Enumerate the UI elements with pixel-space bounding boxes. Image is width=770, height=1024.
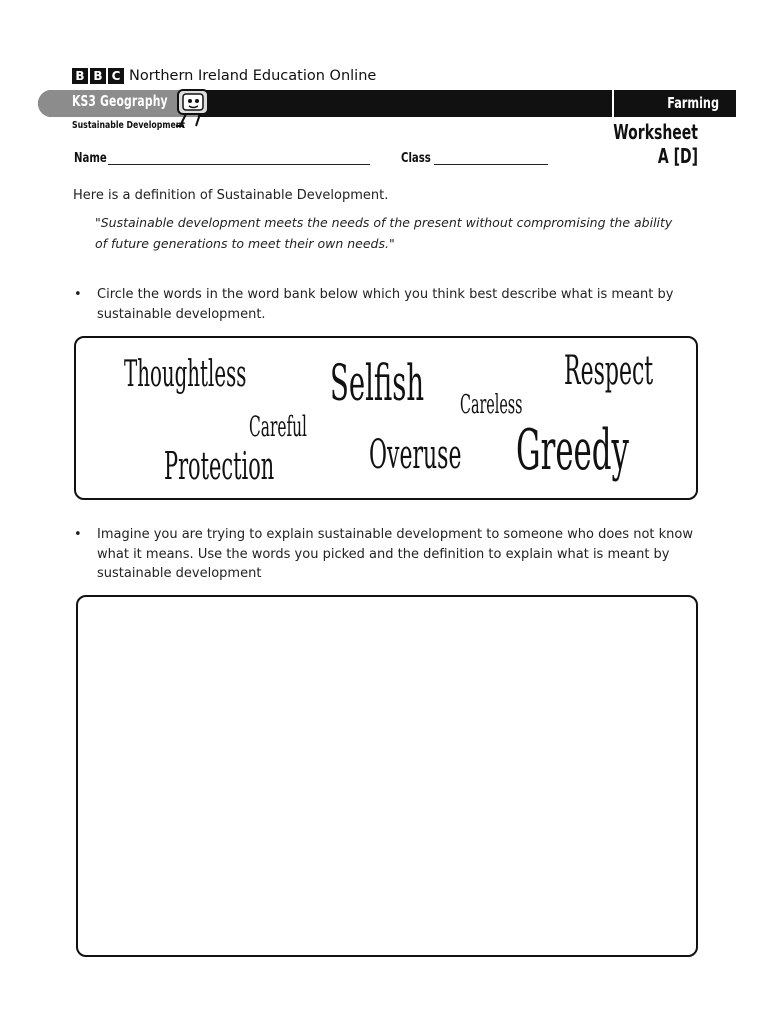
bbc-logo-letter-c: C xyxy=(108,68,124,84)
word-overuse[interactable]: Overuse xyxy=(369,432,462,478)
subtopic-label: Sustainable Development xyxy=(72,120,186,131)
definition-line-2: of future generations to meet their own needs." xyxy=(95,236,395,251)
class-label: Class xyxy=(401,151,431,166)
name-field[interactable] xyxy=(108,164,370,165)
word-careful[interactable]: Careful xyxy=(249,410,307,443)
bbc-logo-letter-b1: B xyxy=(72,68,88,84)
word-selfish[interactable]: Selfish xyxy=(330,354,425,412)
name-label: Name xyxy=(74,151,107,166)
bbc-header xyxy=(72,68,376,84)
org-title: Northern Ireland Education Online xyxy=(129,68,377,84)
task2-line-3: sustainable development xyxy=(97,566,262,581)
banner-divider xyxy=(612,90,614,117)
word-respect[interactable]: Respect xyxy=(564,348,654,394)
word-protection[interactable]: Protection xyxy=(164,444,275,488)
word-greedy[interactable]: Greedy xyxy=(516,418,629,483)
class-field[interactable] xyxy=(434,164,548,165)
definition-line-1: "Sustainable development meets the needs of the present without compromising the ability xyxy=(95,215,673,230)
worksheet-title: Worksheet A [D] xyxy=(613,120,698,168)
subject-title: KS3 Geography xyxy=(72,92,168,110)
bbc-logo-letter-b2: B xyxy=(90,68,106,84)
task1-line-1: Circle the words in the word bank below which you think best describe what is meant by xyxy=(97,287,674,302)
task2-line-2: what it means. Use the words you picked and the definition to explain what is meant by xyxy=(97,547,670,562)
intro-text: Here is a definition of Sustainable Development. xyxy=(73,188,389,203)
task1-bullet: • xyxy=(74,287,82,302)
topic-title: Farming xyxy=(667,94,719,112)
answer-box[interactable] xyxy=(76,595,698,957)
task2-bullet: • xyxy=(74,527,82,542)
word-thoughtless[interactable]: Thoughtless xyxy=(124,354,247,395)
word-careless[interactable]: Careless xyxy=(460,390,523,420)
task2-line-1: Imagine you are trying to explain sustainable development to someone who does not know xyxy=(97,527,693,542)
task1-line-2: sustainable development. xyxy=(97,307,266,322)
